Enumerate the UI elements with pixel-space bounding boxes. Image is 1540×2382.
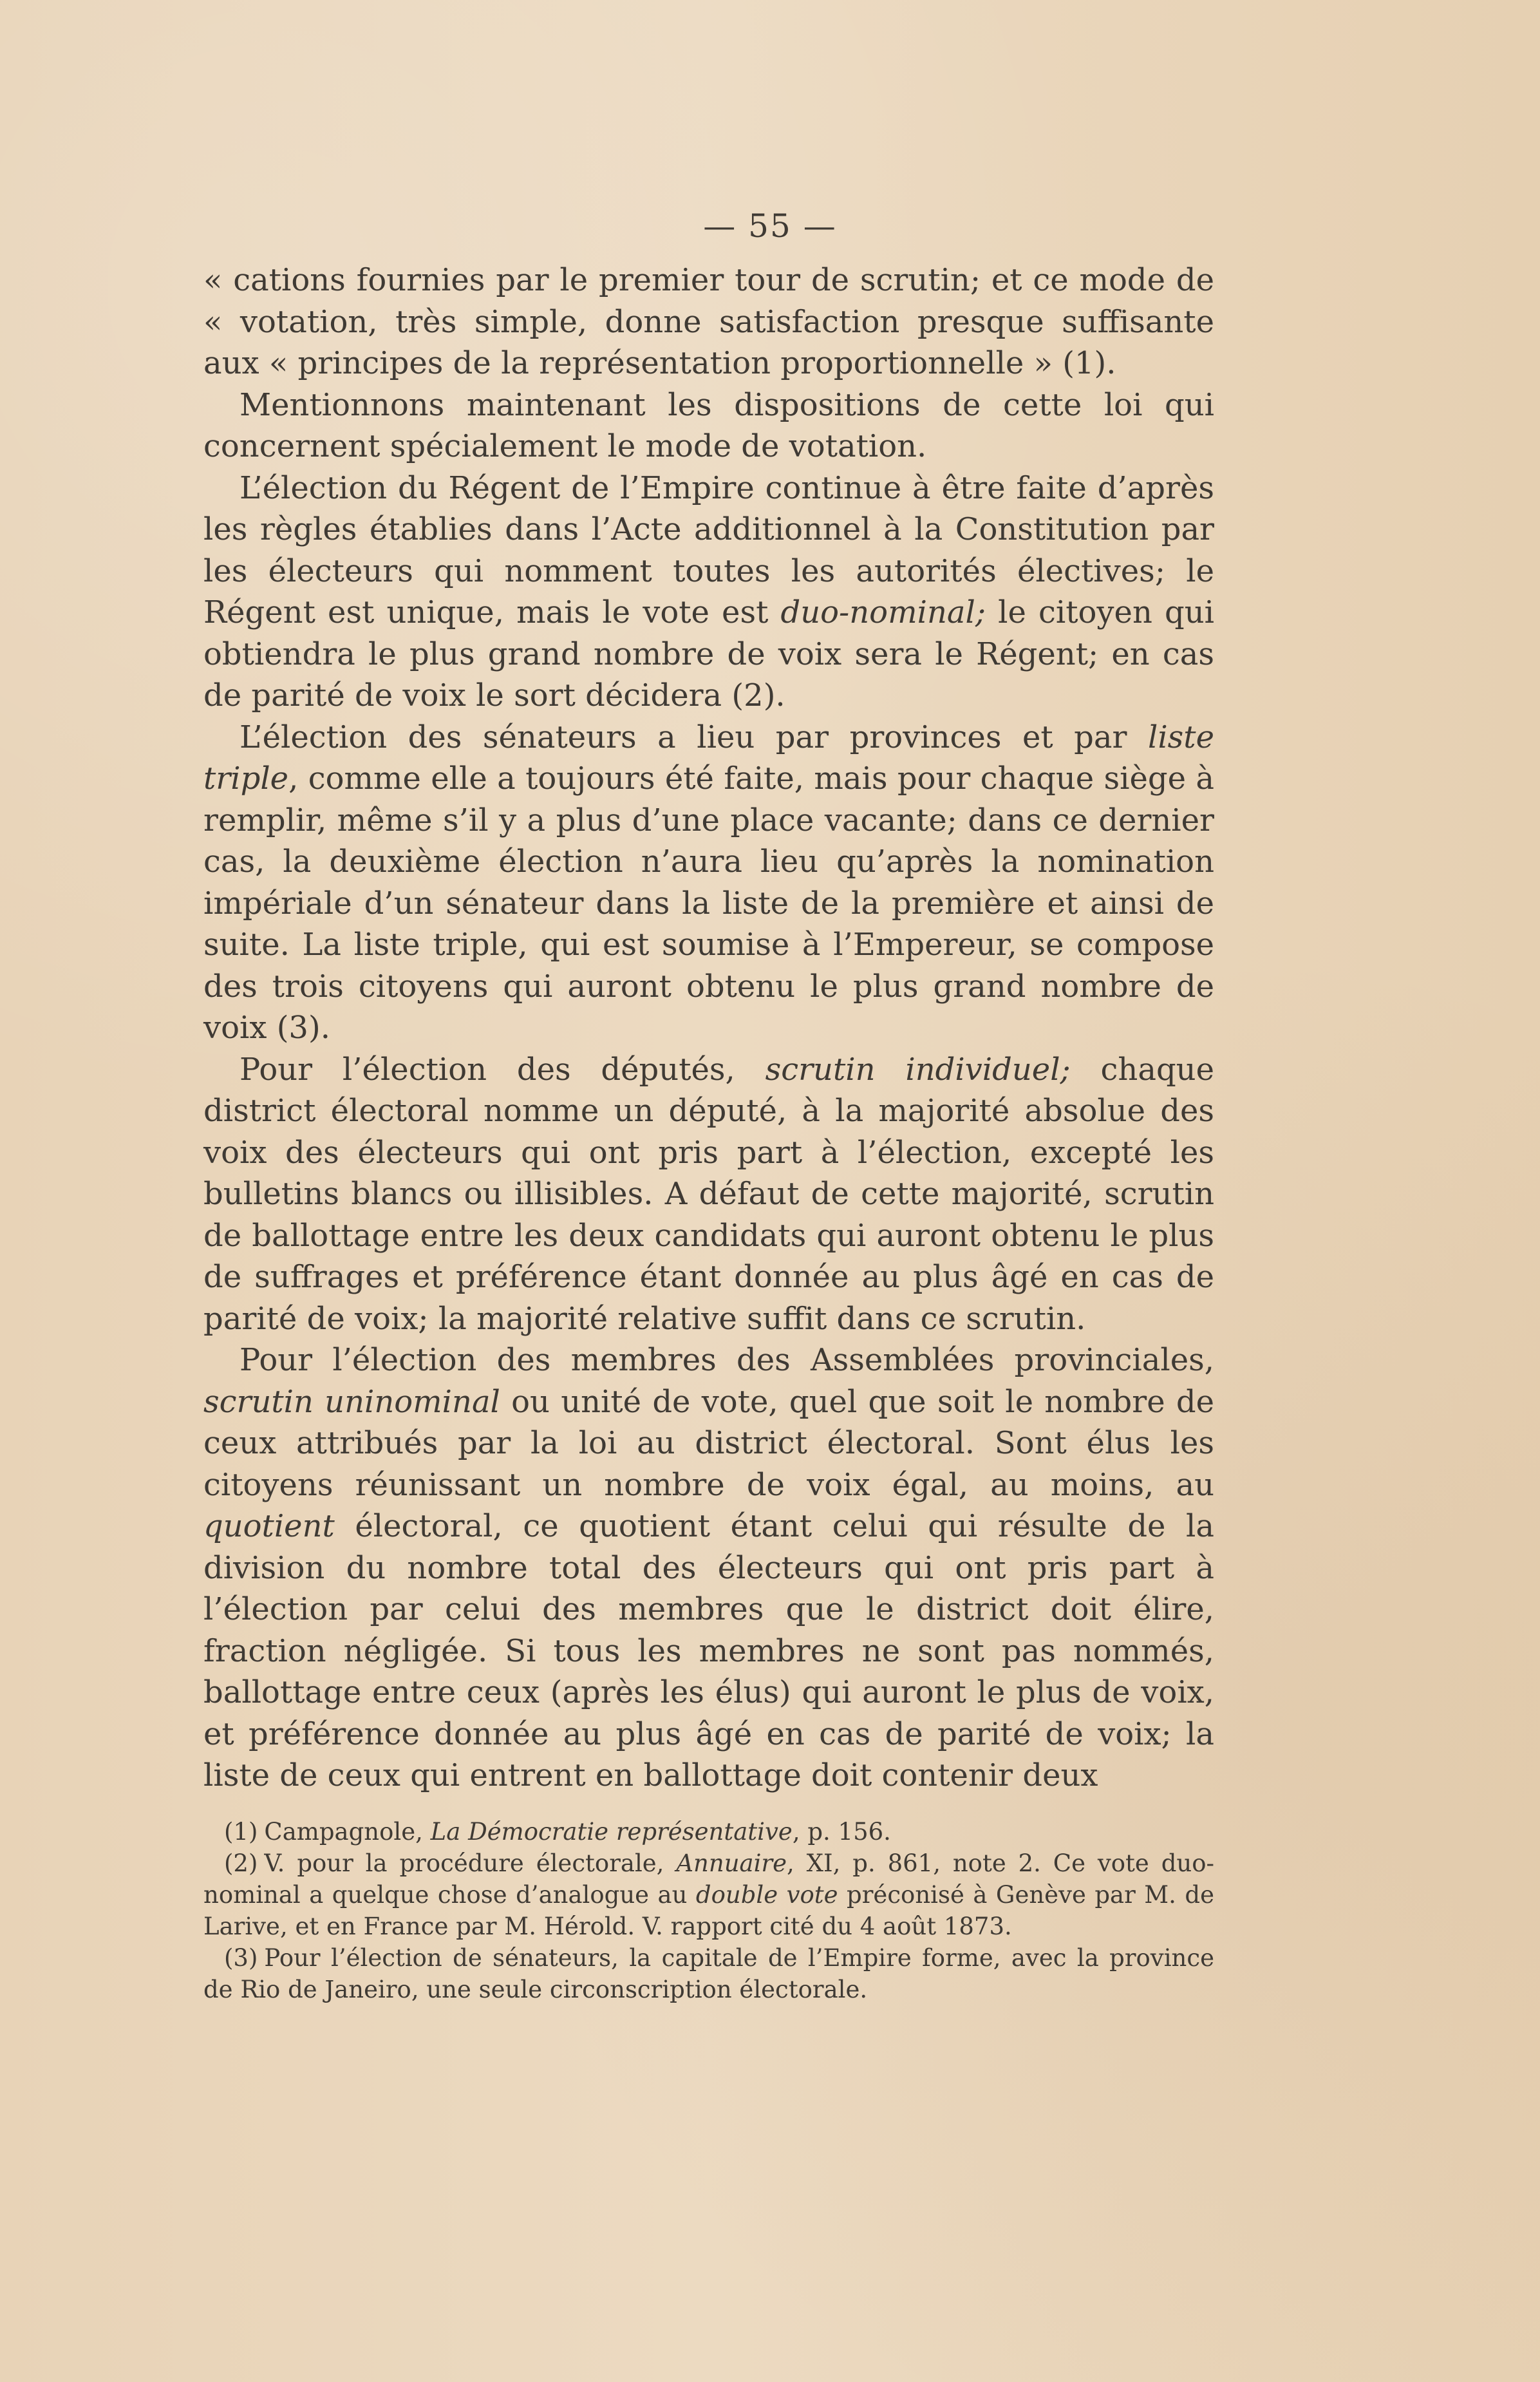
footnote-text: préconisé à Genève par M. de Larive, et en France par M. Hérold. V. rapport cité du 4 août 1873. <box>203 1881 1215 1940</box>
paragraph-text: Pour l’élection des membres des Assemblées provinciales, <box>239 1342 1214 1378</box>
footnote-label: (1) <box>224 1818 258 1846</box>
italic-term: duo-nominal; <box>780 594 986 630</box>
footnote-label: (2) <box>224 1849 258 1877</box>
italic-term: double vote <box>695 1881 838 1909</box>
footnote-text: , p. 156. <box>792 1818 891 1846</box>
footnote-text: Pour l’élection de sénateurs, la capitale de l’Empire forme, avec la province de Rio de Janeiro, une seule circonscription électorale. <box>203 1944 1214 2003</box>
paragraph-text: chaque district électoral nomme un député, à la majorité absolue des voix des électeurs qui ont pris part à l’élection, excepté les bulletins blancs ou illisibles. A défaut de cette majorité, scrutin de ballottage entre les deux candidats qui auront obtenu le plus de suffrages et préférence étant donnée au plus âgé en cas de parité de voix; la majorité relative suffit dans ce scrutin. <box>203 1051 1214 1337</box>
italic-title: Annuaire <box>676 1849 787 1877</box>
paragraph-deputies-election <box>203 1049 1214 1340</box>
paragraph-text: ou unité de vote, quel que soit le nombre de ceux attribués par la loi au district électoral. Sont élus les citoyens réunissant un nombre de voix égal, au moins, au <box>203 1383 1215 1503</box>
footnote-1 <box>203 1816 1214 1848</box>
footnote-3 <box>203 1942 1214 2005</box>
italic-term: scrutin uninominal <box>203 1383 500 1420</box>
italic-term: quotient <box>203 1508 335 1544</box>
paragraph-regent-election <box>203 468 1214 717</box>
italic-term: scrutin individuel; <box>765 1051 1071 1088</box>
footnote-text: , XI, p. 861, note 2. Ce vote duo-nominal a quelque chose d’analogue au <box>203 1849 1214 1909</box>
footnote-label: (3) <box>224 1944 258 1972</box>
paragraph-text: L’élection du Régent de l’Empire continue à être faite d’après les règles établies dans l’Acte additionnel à la Constitution par les électeurs qui nomment toutes les autorités électives; le Régent est unique, mais le vote est <box>203 469 1214 630</box>
footnotes <box>203 1816 1214 2005</box>
footnote-2 <box>203 1848 1214 1942</box>
paragraph-text: , comme elle a toujours été faite, mais pour chaque siège à remplir, même s’il y a plus d’une place vacante; dans ce dernier cas, la deuxième élection n’aura lieu qu’après la nomination impériale d’un sénateur dans la liste de la première et ainsi de suite. La liste triple, qui est soumise à l’Empereur, se compose des trois citoyens qui auront obtenu le plus grand nombre de voix (3). <box>203 761 1214 1046</box>
footnote-text: V. pour la procédure électorale, <box>264 1849 677 1877</box>
paragraph-text: L’élection des sénateurs a lieu par provinces et par <box>239 719 1148 755</box>
page-number: — 55 — <box>703 207 837 245</box>
paragraph-text: Pour l’élection des députés, <box>239 1051 765 1088</box>
paragraph-mentionnons: Mentionnons maintenant les dispositions de cette loi qui concernent spécialement le mode de votation. <box>203 386 1214 464</box>
paragraph-text: électoral, ce quotient étant celui qui résulte de la division du nombre total des électeurs qui ont pris part à l’élection par celui des membres que le district doit élire, fraction négligée. Si tous les membres ne sont pas nommés, ballottage entre ceux (après les élus) qui auront le plus de voix, et préférence donnée au plus âgé en cas de parité de voix; la liste de ceux qui entrent en ballottage doit contenir deux <box>203 1508 1214 1793</box>
paragraph-text: le citoyen qui obtiendra le plus grand nombre de voix sera le Régent; en cas de parité de voix le sort décidera (2). <box>203 594 1214 714</box>
italic-term: liste triple <box>203 719 1214 797</box>
paragraph-senators-election <box>203 717 1214 1049</box>
paragraph-provincial-assemblies <box>203 1339 1214 1797</box>
italic-title: La Démocratie représentative <box>430 1818 793 1846</box>
main-text <box>203 260 1214 1797</box>
footnote-text: Campagnole, <box>264 1818 431 1846</box>
paragraph-continuation: « cations fournies par le premier tour de scrutin; et ce mode de « votation, très simple, donne satisfaction presque suffisante aux « principes de la représentation proportionnelle » (1). <box>203 262 1214 381</box>
